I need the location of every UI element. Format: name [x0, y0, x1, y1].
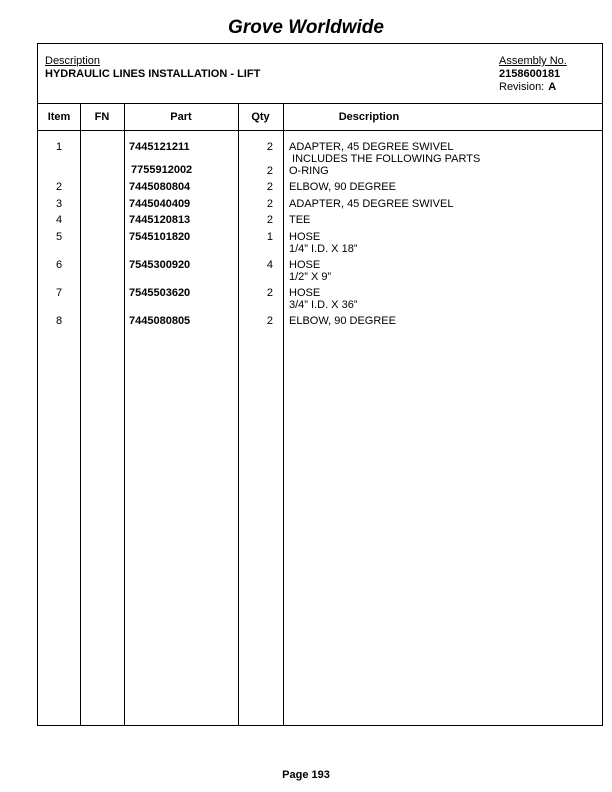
column-divider [283, 104, 284, 725]
assembly-value: 2158600181 [499, 68, 561, 80]
row-description-line: ADAPTER, 45 DEGREE SWIVEL [289, 198, 454, 210]
revision-label: Revision: [499, 81, 545, 93]
row-qty: 4 [266, 259, 273, 271]
row-description [289, 141, 480, 165]
row-part-number: 7445080805 [129, 315, 191, 327]
row-qty: 1 [266, 231, 273, 243]
row-part-number: 7445040409 [129, 198, 191, 210]
row-item: 4 [55, 214, 63, 226]
column-divider [124, 104, 125, 725]
row-description-line: 1/4” I.D. X 18” [289, 243, 358, 255]
row-description [289, 231, 357, 255]
col-description: Description [338, 111, 400, 123]
row-part-number: 7545300920 [129, 259, 191, 271]
assembly-header [38, 44, 602, 104]
row-part-number: 7545101820 [129, 231, 191, 243]
row-description-line: HOSE [289, 259, 321, 271]
row-part-number: 7445121211 [129, 141, 190, 153]
row-description [289, 165, 329, 177]
assembly-label: Assembly No. [499, 55, 567, 67]
row-qty: 2 [266, 287, 273, 299]
description-label: Description [45, 55, 101, 67]
row-part-number: 7445120813 [129, 214, 191, 226]
brand-title: Grove Worldwide [228, 17, 384, 38]
row-description [289, 287, 357, 311]
col-qty: Qty [251, 111, 270, 123]
row-item: 7 [55, 287, 63, 299]
row-description [289, 259, 331, 283]
row-description-line: ADAPTER, 45 DEGREE SWIVEL [289, 141, 454, 153]
revision-value: A [548, 81, 557, 93]
col-part: Part [170, 111, 192, 123]
row-qty: 2 [266, 181, 273, 193]
row-qty: 2 [266, 315, 273, 327]
col-item: Item [47, 111, 71, 123]
row-qty: 2 [266, 214, 273, 226]
row-description [289, 315, 396, 327]
row-description-line: INCLUDES THE FOLLOWING PARTS [289, 153, 481, 165]
row-qty: 2 [266, 198, 273, 210]
row-description [289, 181, 396, 193]
row-part-number: 7755912002 [131, 164, 193, 176]
row-description-line: HOSE [289, 231, 321, 243]
row-description-line: ELBOW, 90 DEGREE [289, 181, 396, 193]
row-description-line: 1/2” X 9” [289, 271, 332, 283]
col-fn: FN [94, 111, 110, 123]
row-description [289, 198, 453, 210]
page-number: Page 193 [282, 769, 330, 781]
row-item: 1 [55, 141, 63, 153]
row-description-line: TEE [289, 214, 311, 226]
row-item: 3 [55, 198, 63, 210]
row-item: 5 [55, 231, 63, 243]
column-divider [80, 104, 81, 725]
row-description-line: HOSE [289, 287, 321, 299]
row-description-line: 3/4” I.D. X 36” [289, 299, 358, 311]
row-part-number: 7545503620 [129, 287, 191, 299]
row-part-number: 7445080804 [129, 181, 191, 193]
row-description [289, 214, 310, 226]
row-description-line: ELBOW, 90 DEGREE [289, 315, 396, 327]
parts-table [37, 43, 603, 726]
row-qty: 2 [266, 165, 273, 177]
row-item: 2 [55, 181, 63, 193]
description-value: HYDRAULIC LINES INSTALLATION - LIFT [45, 68, 261, 80]
row-item: 8 [55, 315, 63, 327]
row-item: 6 [55, 259, 63, 271]
revision [499, 81, 556, 93]
row-qty: 2 [266, 141, 273, 153]
column-headers [38, 104, 602, 131]
row-description-line: O-RING [289, 165, 329, 177]
